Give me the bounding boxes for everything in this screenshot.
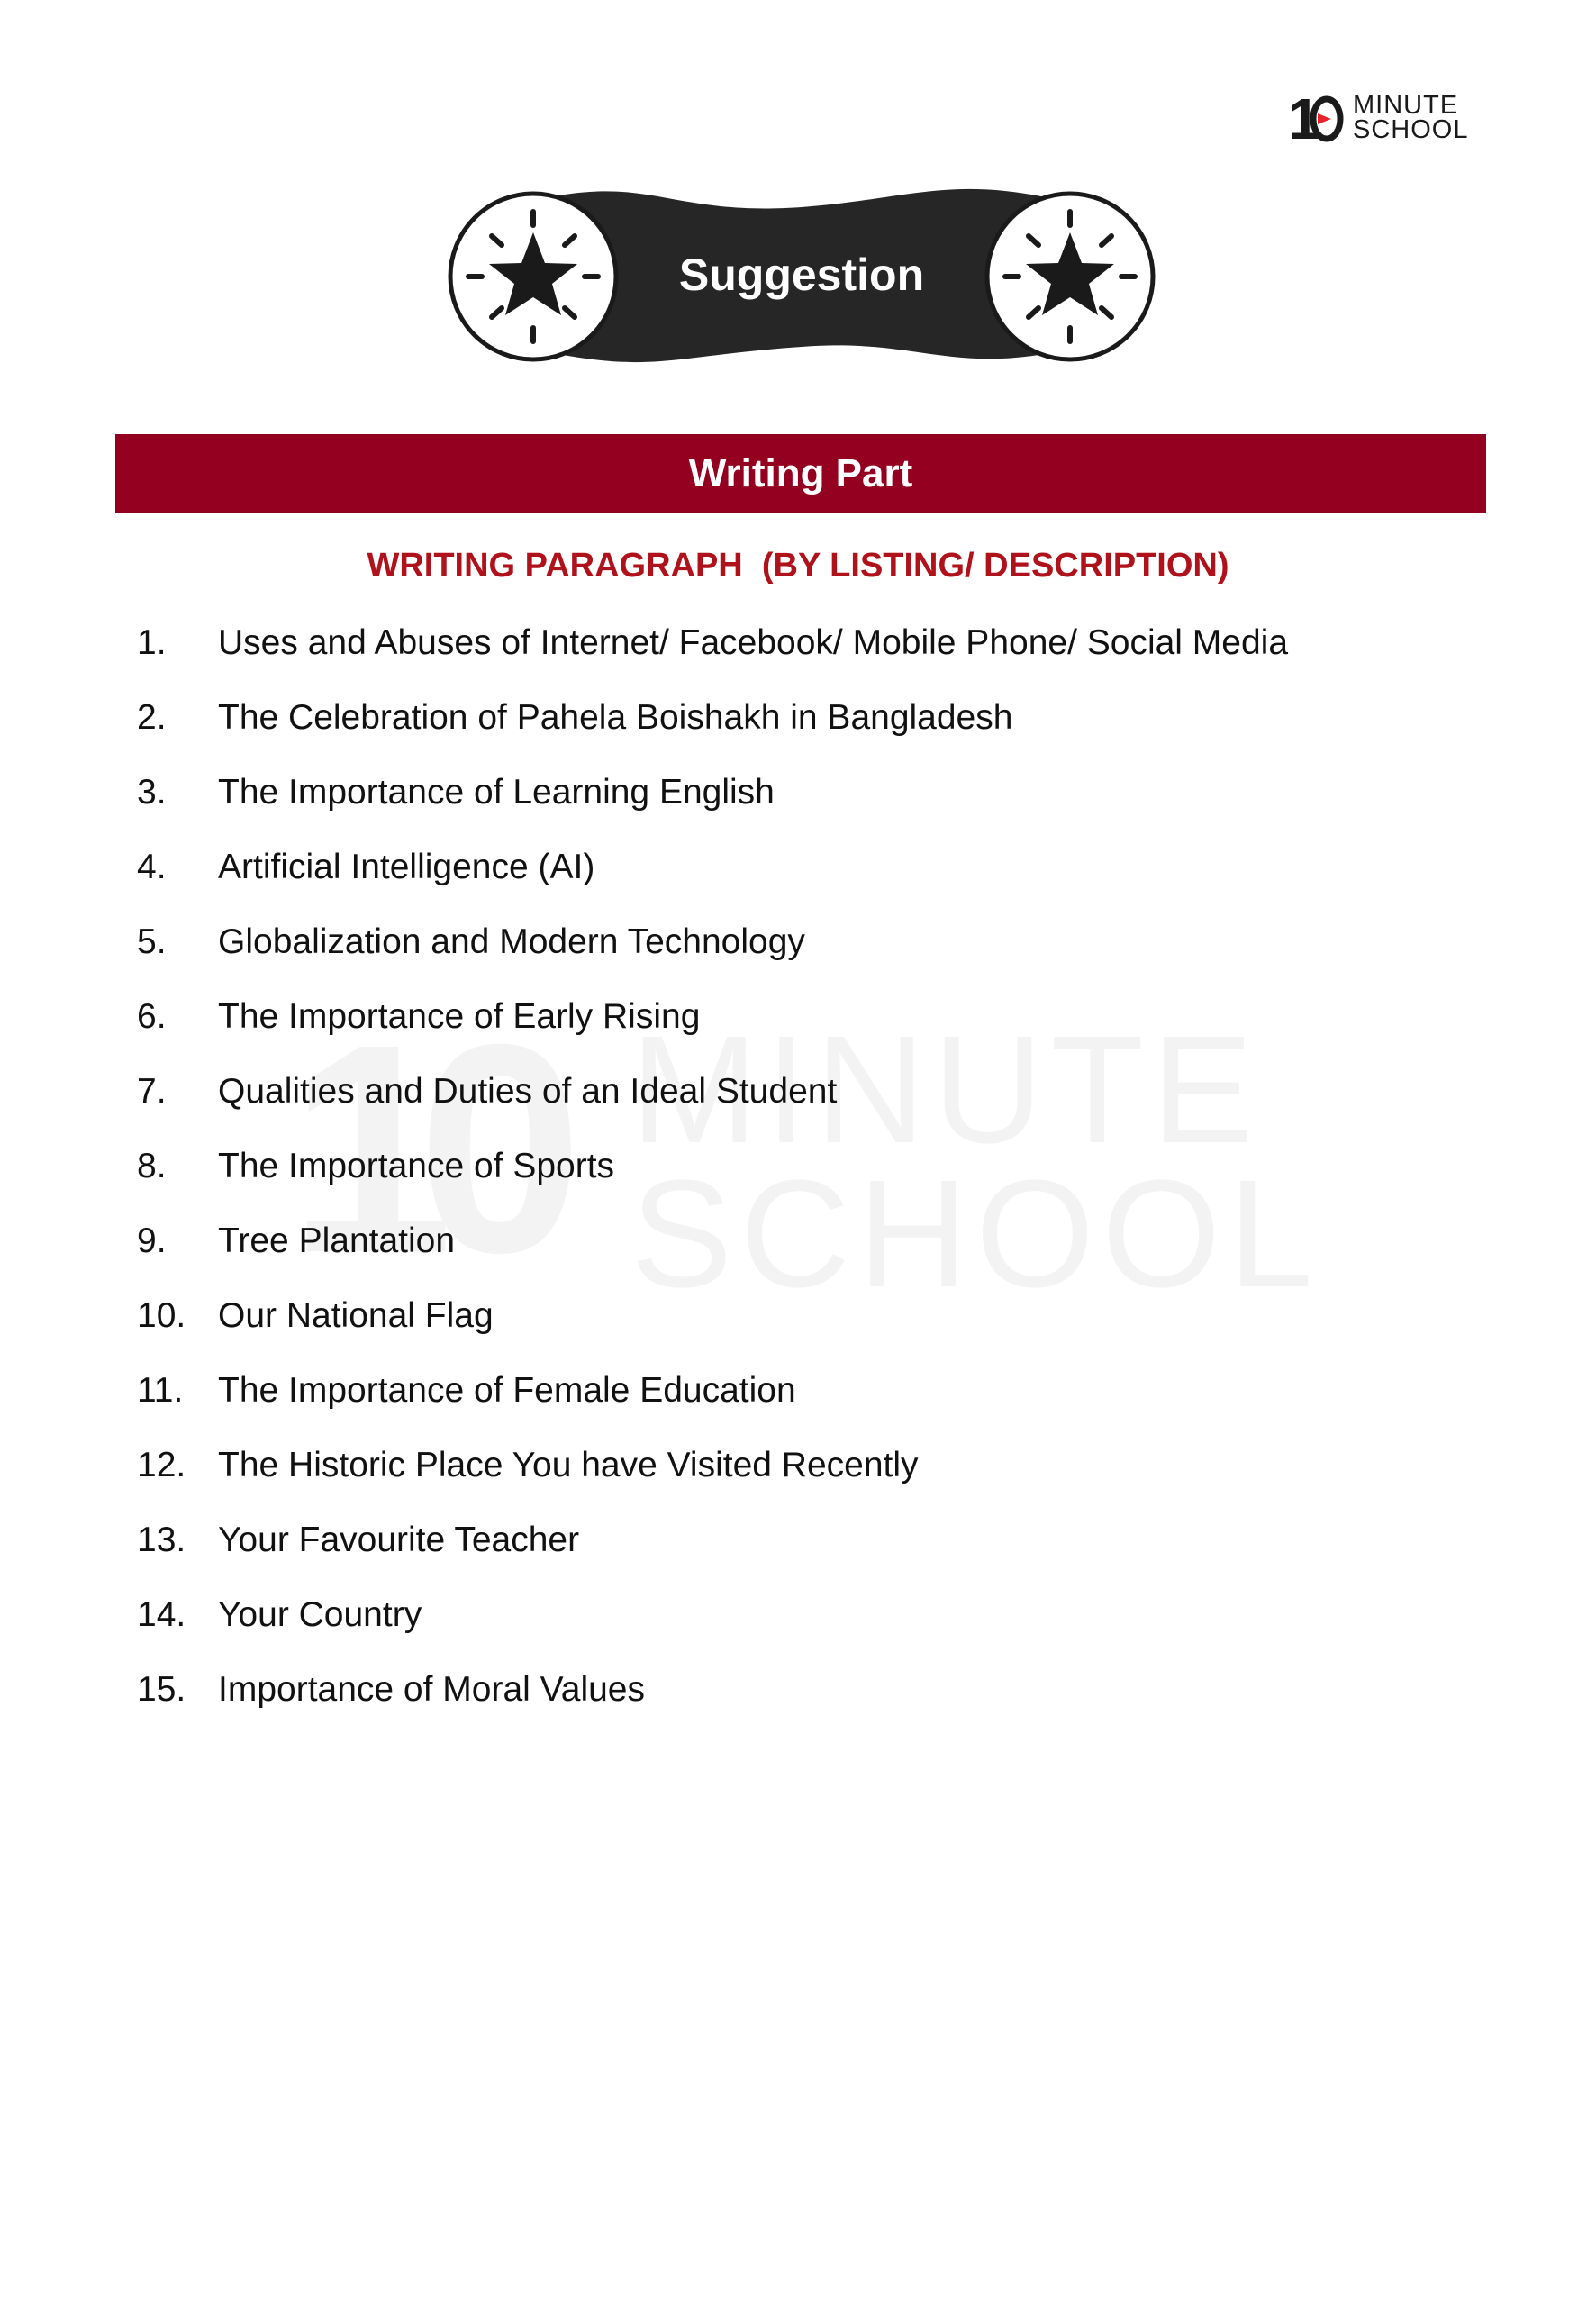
list-item-text: The Importance of Learning English bbox=[218, 773, 775, 812]
list-item-text: Your Favourite Teacher bbox=[218, 1521, 580, 1559]
list-item-number: 3. bbox=[137, 773, 167, 812]
list-item-number: 9. bbox=[137, 1221, 167, 1260]
list-item-text: The Importance of Female Education bbox=[218, 1371, 796, 1410]
list-item-text: The Importance of Early Rising bbox=[218, 997, 701, 1036]
list-item-number: 8. bbox=[137, 1147, 167, 1185]
suggestion-badge bbox=[446, 180, 1157, 374]
list-item-number: 13. bbox=[137, 1521, 186, 1559]
list-item-number: 6. bbox=[137, 997, 167, 1036]
list-item-number: 2. bbox=[137, 698, 167, 737]
list-item-text: Uses and Abuses of Internet/ Facebook/ Mobile Phone/ Social Media bbox=[218, 623, 1289, 662]
list-item-number: 1. bbox=[137, 623, 167, 662]
list-item-text: Artificial Intelligence (AI) bbox=[218, 848, 595, 886]
list-item-number: 12. bbox=[137, 1446, 186, 1484]
logo-words bbox=[1353, 91, 1469, 144]
list-item-text: Tree Plantation bbox=[218, 1221, 456, 1260]
star-badge-left-icon bbox=[450, 194, 616, 359]
list-item-text: Importance of Moral Values bbox=[218, 1670, 645, 1709]
watermark-word-school bbox=[630, 1162, 1320, 1306]
logo-o-icon bbox=[1310, 95, 1344, 142]
list-item-number: 4. bbox=[137, 848, 167, 886]
list-item-number: 5. bbox=[137, 922, 167, 961]
list-item-text: The Celebration of Pahela Boishakh in Bangladesh bbox=[218, 698, 1013, 737]
star-badge-right-icon bbox=[987, 194, 1153, 359]
list-item-text: Our National Flag bbox=[218, 1296, 494, 1335]
logo-line2: SCHOOL bbox=[1353, 115, 1469, 144]
badge-title: Suggestion bbox=[678, 250, 925, 300]
list-item-number: 11. bbox=[137, 1371, 184, 1410]
list-item-text: Globalization and Modern Technology bbox=[218, 922, 805, 961]
list-item-number: 15. bbox=[137, 1670, 186, 1709]
list-item-text: The Historic Place You have Visited Recently bbox=[218, 1446, 919, 1484]
section-heading: WRITING PARAGRAPH (BY LISTING/ DESCRIPTION) bbox=[367, 547, 1229, 585]
list-item-number: 10. bbox=[137, 1296, 186, 1335]
list-item-text: The Importance of Sports bbox=[218, 1147, 615, 1185]
list-item-text: Your Country bbox=[218, 1595, 422, 1634]
list-item-number: 7. bbox=[137, 1072, 167, 1111]
logo-number bbox=[1288, 86, 1315, 151]
list-item-text: Qualities and Duties of an Ideal Student bbox=[218, 1072, 838, 1111]
logo-line1: MINUTE bbox=[1353, 91, 1459, 120]
logo-digit: 1 bbox=[1288, 86, 1315, 151]
brand-logo bbox=[1288, 86, 1486, 151]
section-banner: Writing Part bbox=[115, 434, 1486, 513]
list-item-number: 14. bbox=[137, 1595, 186, 1634]
